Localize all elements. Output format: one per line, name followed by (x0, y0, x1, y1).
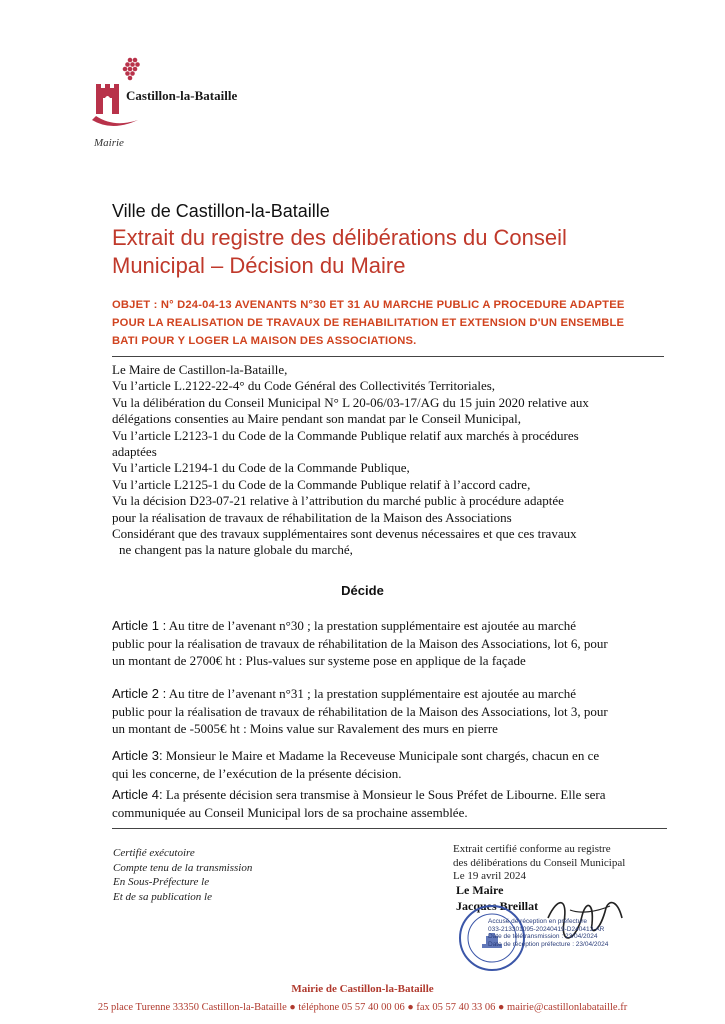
brand-name: Castillon-la-Bataille (126, 88, 238, 103)
article-text: Monsieur le Maire et Madame la Receveuse Municipale sont chargés, chacun en ce (162, 748, 600, 763)
decide-heading: Décide (341, 583, 384, 598)
certification-line: des délibérations du Conseil Municipal (453, 856, 626, 869)
brand-subtitle: Mairie (94, 137, 124, 149)
article-text: un montant de -5005€ ht : Moins value sur Ravalement des murs en pierre (112, 721, 498, 736)
certification-line: Extrait certifié conforme au registre (453, 843, 611, 855)
article-1 (112, 617, 667, 670)
footer-address: 25 place Turenne 33350 Castillon-la-Bataille ● téléphone 05 57 40 00 06 ● fax 05 57 40 33 06 ● mairie@castillonlabataille.fr (97, 1002, 628, 1013)
document-title-line: Municipal – Décision du Maire (112, 253, 406, 278)
article-text: un montant de 2700€ ht : Plus-values sur systeme pose en applique de la façade (112, 653, 526, 668)
preamble (112, 362, 667, 559)
preamble-line: pour la réalisation de travaux de réhabilitation de la Maison des Associations (112, 509, 512, 525)
divider (112, 356, 664, 357)
preamble-line: Vu la décision D23-07-21 relative à l’attribution du marché public à procédure adaptée (112, 493, 564, 509)
preamble-line: Vu l’article L.2122-22-4° du Code Général des Collectivités Territoriales, (112, 378, 496, 394)
certification-right (453, 843, 625, 884)
certification-line: Le 19 avril 2024 (453, 870, 527, 883)
article-text: Au titre de l’avenant n°31 ; la prestation supplémentaire est ajoutée au marché (166, 686, 577, 701)
acte-line: 033-213301095-20240419-D240413-AR (488, 925, 605, 933)
document-title-line: Extrait du registre des délibérations du Conseil (112, 225, 567, 250)
city-name: Ville de Castillon-la-Bataille (112, 201, 330, 221)
document-title (112, 224, 652, 280)
preamble-line: Vu la délibération du Conseil Municipal N° L 20-06/03-17/AG du 15 juin 2020 relative aux (112, 394, 589, 410)
mayor-role: Le Maire (456, 883, 504, 897)
certification-line: Certifié exécutoire (113, 847, 195, 859)
acte-reception-stamp (488, 918, 638, 948)
preamble-line: Vu l’article L2125-1 du Code de la Commande Publique relatif à l’accord cadre, (112, 476, 531, 492)
preamble-line: ne changent pas la nature globale du marché, (119, 542, 353, 558)
objet-line: POUR LA REALISATION DE TRAVAUX DE REHABILITATION ET EXTENSION D'UN ENSEMBLE (112, 317, 625, 329)
preamble-line: adaptées (112, 444, 157, 460)
certification-left (113, 846, 252, 904)
article-label: Article 3: (112, 748, 163, 763)
certification-line: Et de sa publication le (113, 890, 212, 903)
article-3 (112, 747, 667, 782)
footer-title: Mairie de Castillon-la-Bataille (291, 983, 434, 995)
mayor-name: Jacques Breillat (456, 899, 539, 913)
article-text: communiquée au Conseil Municipal lors de sa prochaine assemblée. (112, 804, 468, 820)
article-4 (112, 786, 667, 821)
article-text: public pour la réalisation de travaux de réhabilitation de la Maison des Associations, lot 3, pour (112, 703, 608, 719)
preamble-line: Vu l’article L2194-1 du Code de la Commande Publique, (112, 460, 410, 476)
article-label: Article 1 : (112, 618, 167, 633)
acte-line: Date de télétransmission : 23/04/2024 (488, 933, 598, 941)
preamble-line: Le Maire de Castillon-la-Bataille, (112, 362, 288, 377)
acte-line: Accusé de réception en préfecture (488, 918, 588, 925)
article-text: Au titre de l’avenant n°30 ; la prestation supplémentaire est ajoutée au marché (166, 618, 577, 633)
article-2 (112, 685, 667, 738)
article-label: Article 4: (112, 787, 163, 802)
article-text: public pour la réalisation de travaux de réhabilitation de la Maison des Associations, lot 6, pour (112, 635, 608, 651)
divider (112, 828, 667, 829)
article-text: qui les concerne, de l’exécution de la présente décision. (112, 765, 402, 781)
article-label: Article 2 : (112, 686, 167, 701)
objet-line: BATI POUR Y LOGER LA MAISON DES ASSOCIATIONS. (112, 335, 417, 347)
preamble-line: Considérant que des travaux supplémentaires sont devenus nécessaires et que ces travaux (112, 526, 577, 542)
preamble-line: Vu l’article L2123-1 du Code de la Commande Publique relatif aux marchés à procédures (112, 427, 579, 443)
certification-line: Compte tenu de la transmission (113, 861, 253, 874)
objet-block (112, 296, 632, 350)
objet-line: OBJET : N° D24-04-13 AVENANTS N°30 ET 31 AU MARCHE PUBLIC A PROCEDURE ADAPTEE (112, 299, 625, 311)
article-text: La présente décision sera transmise à Monsieur le Sous Préfet de Libourne. Elle sera (162, 787, 606, 802)
preamble-line: délégations consenties au Maire pendant son mandat par le Conseil Municipal, (112, 411, 522, 427)
certification-line: En Sous-Préfecture le (113, 876, 210, 888)
acte-line: Date de réception préfecture : 23/04/2024 (488, 940, 609, 948)
